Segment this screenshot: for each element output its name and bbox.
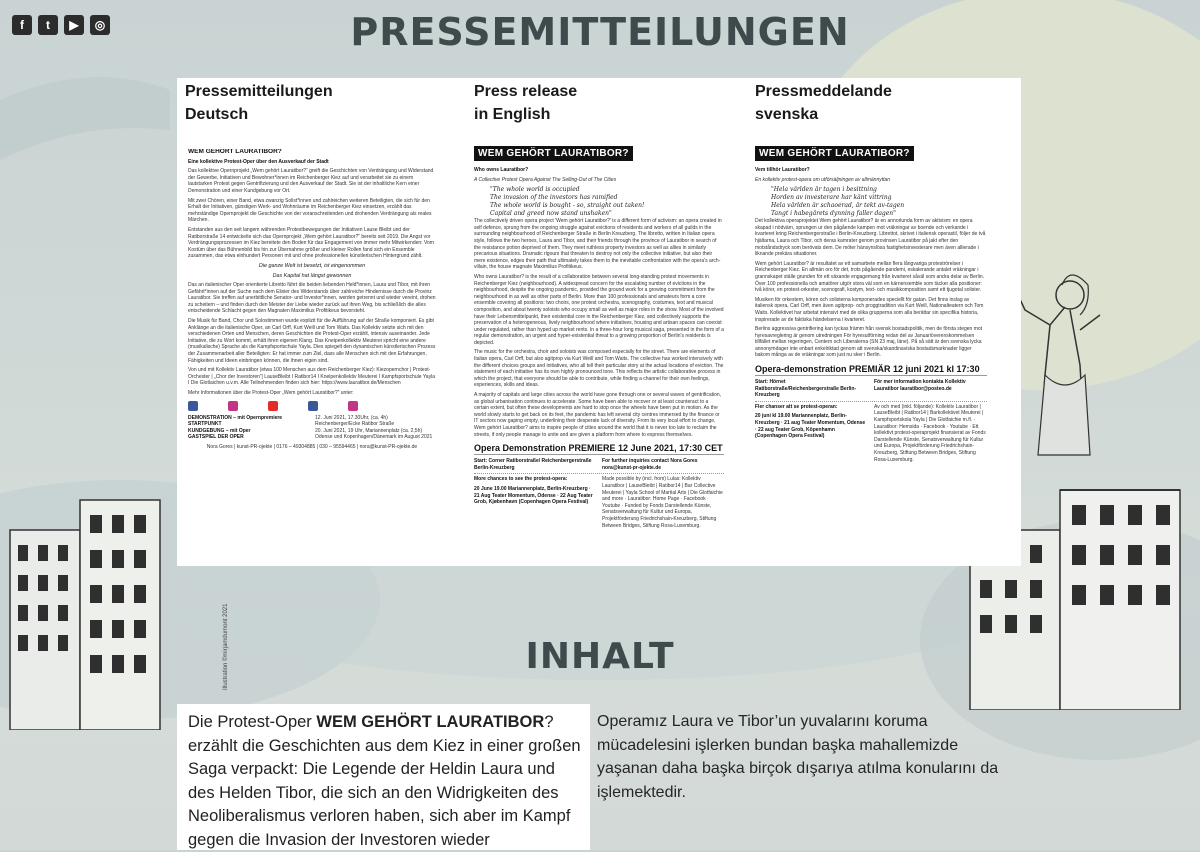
facebook-icon[interactable]	[308, 401, 318, 411]
press-doc-deutsch[interactable]: WEM GEHÖRT LAURATIBOR? Eine kollektive Protest-Oper über den Ausverkauf der Stadt Das kollektive Opernprojekt „Wem gehört Lauratibor?“ greift die Geschichten von Verdrängung und Widerstand der Gewerbe, Initiativen und Bewohner*innen im Reichenberger Kiez auf und verarbeitet sie zu einem lautstarken Protest gegen Gentrifizierung und den Ausverkauf der Stadt. Sie ist der inhaltliche Kern einer Demonstration und einer Kundgebung vor Ort. Mit zwei Chören, einer Band, etwa zwanzig Solist*innen und zahlreichen weiteren Beteiligten, die sich für den Erhalt der Initiativen, günstigen Werk- und Wohnräume im Reichenberger Kiez einsetzen, erzählt das mehrständige Opernprojekt die Geschichte von der voranschreitenden und drohenden Verdrängung als reales Märchen. Entstanden aus den seit langem währenden Protestbewegungen der Initiativen Lause Bleibt und der Ratiborstraße 14 entwickelte sich das Opernprojekt „Wem gehört Lauratibor?“ bereits seit 2019. Die Angst vor Verdrängungsprozessen im Kiez bereitete den Boden für das Engagement von immer mehr Mitwirkenden: Vom Kostüm über das Bühnenbild bis hin zur Übernahme größer und kleiner Rollen fand sich ein Ensemble zusammen, das etwa einhundert Personen mit und ohne professionellen künstlerischen Hintergrund zählt. Die ganze Welt ist besetzt, ist eingenommen Das Kapital hat längst gewonnen Das an italienischer Oper orientierte Libretto führt die beiden liebenden Held*innen, Laura und Tibor, mit ihren Gefährt*innen auf der Suche nach dem Elixier des Widerstands über zahlreiche Hindernisse durch die Provinz Lauratibor. Sie treffen auf unerbittliche Senator- und Investor*innen, werden getrennt und wieder vereint, drohen zu scheitern – und finden durch den Meister der Liebe wieder zurück auf ihren Weg, bis schließlich die alles entscheidende Schlacht gegen den Magnaten Maximilius Profitikeus bevorsteht. Die Musik für Band, Chor und Solostimmen wurde explizit für die Aufführung auf der Straße komponiert. Es gibt Anklänge an die italienische Oper, an Carl Orff, Kurt Weill und Tom Waits. Das Kollektiv setzte sich mit den verschiedenen Orten und Menschen, deren Geschichten die Protest-Oper erzählt, intensiv auseinander. Jede Initiative, die zu Wort kommt, erhält ihren eigenen Klang. Das Kneipenkollektiv Meuterei spricht eine andere (musikalische) Sprache als die Kampfsportschule Yayla. Dies spiegelt den dynamischen künstlerischen Prozess der Zusammenarbeit aller Beteiligten: Er hat immer zum Ziel, dass alle Menschen sich mit den Erfahrungen, Fähigkeiten und Ideen einbringen können, die ihnen eigen sind. Von und mit Kollektiv Lauratibor (etwa 100 Menschen aus dem Reichenberger Kiez): Kiezopernchor | Protest-Orchester | „Chor der Investoren“| LauseBleibt I Ratibor14 I Kneipenkollektiv Meuterei I Kampfsportschule Yayla I Die Glotlaichen u.v.m. Alle Teilnehmenden finden sich hier: https://www.lauratibor.de/Menschen Mehr Informationen über die Protest-Oper „Wem gehört Lauratibor?“ unter: DEMONSTRATION – mit Opernpremiere STARTPUNKT KUNDGEBUNG – mit Oper GASTSPIEL DER OPER 12. Juni 2021, 17.30Uhr, (ca. 4h) Reichenberger/Ecke Ratibor Straße 20. Juni 2021, 19 Uhr, Mariannenplatz (ca. 2,5h) Odense und Kopenhagen/Dänemark im August 2021 Nora Gores | kunst-PR-ojekte | 0176 – 49304885 | 030 – 95594465 | nora@kunst-PR-ojekte.de	[188, 149, 436, 450]
doc-social-icons	[188, 401, 436, 411]
inhalt-german-box	[177, 704, 590, 850]
singer-figure-illustration	[1010, 255, 1110, 495]
instagram-icon[interactable]: ◎	[90, 15, 110, 35]
page-title: PRESSEMITTEILUNGEN	[350, 10, 850, 54]
youtube-icon[interactable]: ▶	[64, 15, 84, 35]
illustration-credit: Illustration ©mirjamdumont 2021	[223, 603, 229, 690]
building-illustration-left	[0, 470, 180, 730]
inhalt-german-text: Die Protest-Oper WEM GEHÖRT LAURATIBOR? erzählt die Geschichten aus dem Kiez in einer großen Saga verpackt: Die Legende der Heldin Laura und des Helden Tibor, die sich an den Widrigkeiten des Neoliberalismus verloren haben, sich aber im Kampf gegen die Invasion der Investoren wieder	[188, 713, 581, 849]
section-title: INHALT	[525, 636, 675, 677]
facebook-icon[interactable]	[188, 401, 198, 411]
facebook-icon[interactable]: f	[12, 15, 32, 35]
column-heading-svenska[interactable]: Pressmeddelande svenska	[755, 83, 892, 123]
press-doc-svenska[interactable]: WEM GEHÖRT LAURATIBOR? Vem tillhör Lauratibor? En kollektiv protest-opera om utförsäljningen av allmännyttan "Hela världen är tagen i besittning Horden av investerare har känt vittring Hela världen är schaoerad, är tekt av-tagen Tangt i habegärets dynning faller dagen" Det kollektiva operaprojektet Wem gehört Lauratibor? är en annorlunda form av aktivism: en opera skapad i nödvärn, sprungen ur den pågående kampen mot vräkningar av boende och verkande i kvarteret kring Reichenbergerstraße i Berlin-Kreuzberg. Librettot, skrivet i italiensk operastil, följer de två hjältarna, Laura och Tibor, och deras kamrater genom provinsen Lauratibor på jakt efter den motståndsdryck som berövats dem. De möter hänsynslösa fastighetsinvesterare men även allierade i liknande prekära situationer. Wem gehört Lauratibor? är resultatet av ett samarbete mellan flera långvariga proteströrelser i Reichenberger Kiez. En allmän oro för det, trots pågående pandemi, eskalerande antalet vräkningar i grannskapet ställe grunden för ett växande engagemang från kvarteret såväl som andra delar av Berlin. Över 100 professionella och amatörer utgör stora väl som en kärnensemble som täcker alla positioner: två körer, en protest-orkester, scenografi, kostym, text- och musikkomposition samt ett tjugotal solister. Musiken för orkestern, kören och solisterna komponerades speciellt för gatan. Det finns inslag av italiensk opera, Carl Orff, men även agitprop- och proggtradition via Kurt Weill, Nationalteatern och Tom Waits. Kollektivet har arbetat intensivt med de olika grupperna som alla berättar sin specifika historia, inspirerade av de faktiska händelserna i kvarteret. Berlins aggressiva gentrifiering kan tyckas främm från svensk bostadspolitik, men de första stegen mot hyresavreglering är genom utredningen För hyresutförning redan del av Januariöverenskommelsen tillfället mellan regeringen, Centern och Liberalerna (SN 23 maj, läne). På så sätt är den svenska lycka annonymdager inte enbart enkelriktad genom att svenska/skandinaviska bostadsmarknader ligger bakom många av de vräkningar som just nu sker i Berlin. Opera-demonstration PREMIÄR 12 juni 2021 kl 17:30 Start: Hörnet Ratiborstraße/Reichenbergerstraße Berlin-Kreuzberg För mer information kontakta Kollektiv Lauratibor lauratibor@posteo.de Fler chanser att se protest-operan: 20 juni kl 19.00 Mariannenplatz, Berlin-Kreuzberg · 21 aug Teater Momentum, Odense · 22 aug Teater Grob, Köpenhamn (Copenhagen Opera Festival) Av och med (inkl. följande): Kollektiv Lauratibor | LauseBleibt | Ratibor14 | Barkollektivet Meuterei | Kampfsportskola Yayla | Die Glotfaichie m.fl. · Lauratibor: Hemsida · Facebook · Youtube · Ett kollektivt protest-operaprojekt finansierat av Fonds Darstellende Künste, Senatsverwaltung für Kultur und Europa, Projektförderung Friedrichshain-Kreuzberg, Stiftung Between Bridges, Stiftung Rosa-Luxemburg.	[755, 148, 986, 463]
youtube-icon[interactable]	[268, 401, 278, 411]
verse: "The whole world is occupied The invasion of the investors has ramified The whole world is bought - so, straight out taken! Capital and greed now stand unshaken"	[490, 186, 645, 218]
twitter-icon[interactable]: t	[38, 15, 58, 35]
column-heading-deutsch[interactable]: Pressemitteilungen Deutsch	[185, 83, 333, 123]
column-heading-english[interactable]: Press release in English	[474, 83, 578, 123]
inhalt-turkish-text: Operamız Laura ve Tibor’un yuvalarını koruma mücadelesini işlerken bundan başka mahallemizde yaşanan daha başka birçok dışarıya atılma konularını da işlemektedir.	[597, 713, 999, 801]
press-doc-english[interactable]: WEM GEHÖRT LAURATIBOR? Who owns Lauratibor? A Collective Protest Opera Against The Selling-Out of The Cities "The whole world is occupied The invasion of the investors has ramified The whole world is bought - so, straight out taken! Capital and greed now stand unshaken" The collectively driven opera project 'Wem gehört Lauratibor?' is a different form of activism: an opera created in self defence, sprung from the ongoing struggle against evictions of residents and workers of all guilds in the surrounding neighbourhood of Reichenberger Straße in Berlin Kreuzberg. The libretto, written in Italian opera style, follows the two heroes, Laura and Tibor, and their friends through the province of Lauratibor in search of the resistance potion deprived of them. They meet ruthless property investors as well as allies in similarly precarious situations. Dramatic rigours that threaten to destroy not only the collective initiative, but also their mere existence, edges their path that ultimately takes them to the inevitable confrontation with the opera's arch-villain, the house magnate Maximilius Profitikeus. Who owns Lauratibor? is the result of a collaboration between several long-standing protest movements in Reichenberger Kiez (neighbourhood). A widespread concern for the escalating number of evictions in the neighbourhood, despite the ongoing pandemic, provided the ground work for a growing commitment from the neighbourhood in as well as other parts of Berlin. More than 100 professionals and amateurs form a core ensemble covering all positions: two choirs, one protest orchestra, scenography, costumes, text and musical composition, and about twenty soloists who occupy small as well as major roles in the show. Most of the involved have their Lebensmittelpunkt, their existential core in the Reichenberger Kiez, and collectively supports the preservation of a heterogeneous, lively neighbourhood where initiatives, housing and artisan spaces can coexist under regulated, rather than hyped up market rents. In a three-hour long musical saga, presented in the form of a regular demonstration, an urgent and hyper-existential threat to a growing proportion of Berlin's residents is depicted. The music for the orchestra, choir and soloists was composed especially for the street. There are elements of Italian opera, Carl Orff, but also agitprop via Kurt Weill and Tom Waits. The collective has worked intensively with the different choices groups and initiatives, who all tell their particular story at the actual locations of eviction. The statement of each initiative has its own highly pronounced tone. This reflects the artistic collaborative process in which the project, that everyone should be able to contribute, while finding a channel for their own feelings, experiences, skills and ideas. A majority of capitals and large cities across the world have gone through one or several waves of gentrification, as global urbanisation continues to accelerate. Some have been able to recover or at least counteract to a certain extent, but often these developments are hard to stop once the wheels have been put in motion. As the world slowly starts to get back on its feet, the pandemic has left several city centres immersed by the finance or IT sectors now gaping empty, underlining their desperate lack of diversity. From its very local effort to change, Wem gehört Lauratibor? aims to inspire people of cities around the world that it is never too late to reclaim the streets, if only people manage to unite and are given a platform from where to express themselves. Opera Demonstration PREMIERE 12 June 2021, 17:30 CET Start: Corner Ratiborstraße/ Reichenbergerstraße Berlin-Kreuzberg For further inquiries contact Nora Gores nora@kunst-pr-ojekte.de More chances to see the protest-opera: 20 June 19.00 Mariannenplatz, Berlin-Kreuzberg · 21 Aug Teater Momentum, Odense · 22 Aug Teater Grob, Kjøbenhavn (Copenhagen Opera Festival) Made possible by (incl. from) Lulas: Kollektiv Lauratibor | LauseBleibt | Ratibor14 | Bar Collective Meuterei | Yayla School of Martial Arts | Die Glotfaichie and more · Lauratibor: Home Page · Facebook · Youtube · Funded by Fonds Darstellende Künste, Senatsverwaltung für Kultur und Europa, Projektförderung Friedrichshain-Kreuzberg, Stiftung Between Bridges, Stiftung Rosa-Luxemburg.	[474, 148, 724, 529]
event-table: DEMONSTRATION – mit Opernpremiere STARTPUNKT KUNDGEBUNG – mit Oper GASTSPIEL DER OPER 12. Juni 2021, 17.30Uhr, (ca. 4h) Reichenberger/Ecke Ratibor Straße 20. Juni 2021, 19 Uhr, Mariannenplatz (ca. 2,5h) Odense und Kopenhagen/Dänemark im August 2021	[188, 414, 433, 441]
instagram-icon[interactable]	[348, 401, 358, 411]
verse: "Hela världen är tagen i besittning Horden av investerare har känt vittring Hela världen är schaoerad, är tekt av-tagen Tangt i habegärets dynning faller dagen"	[771, 186, 905, 218]
press-release-panel	[177, 78, 1021, 566]
instagram-icon[interactable]	[228, 401, 238, 411]
